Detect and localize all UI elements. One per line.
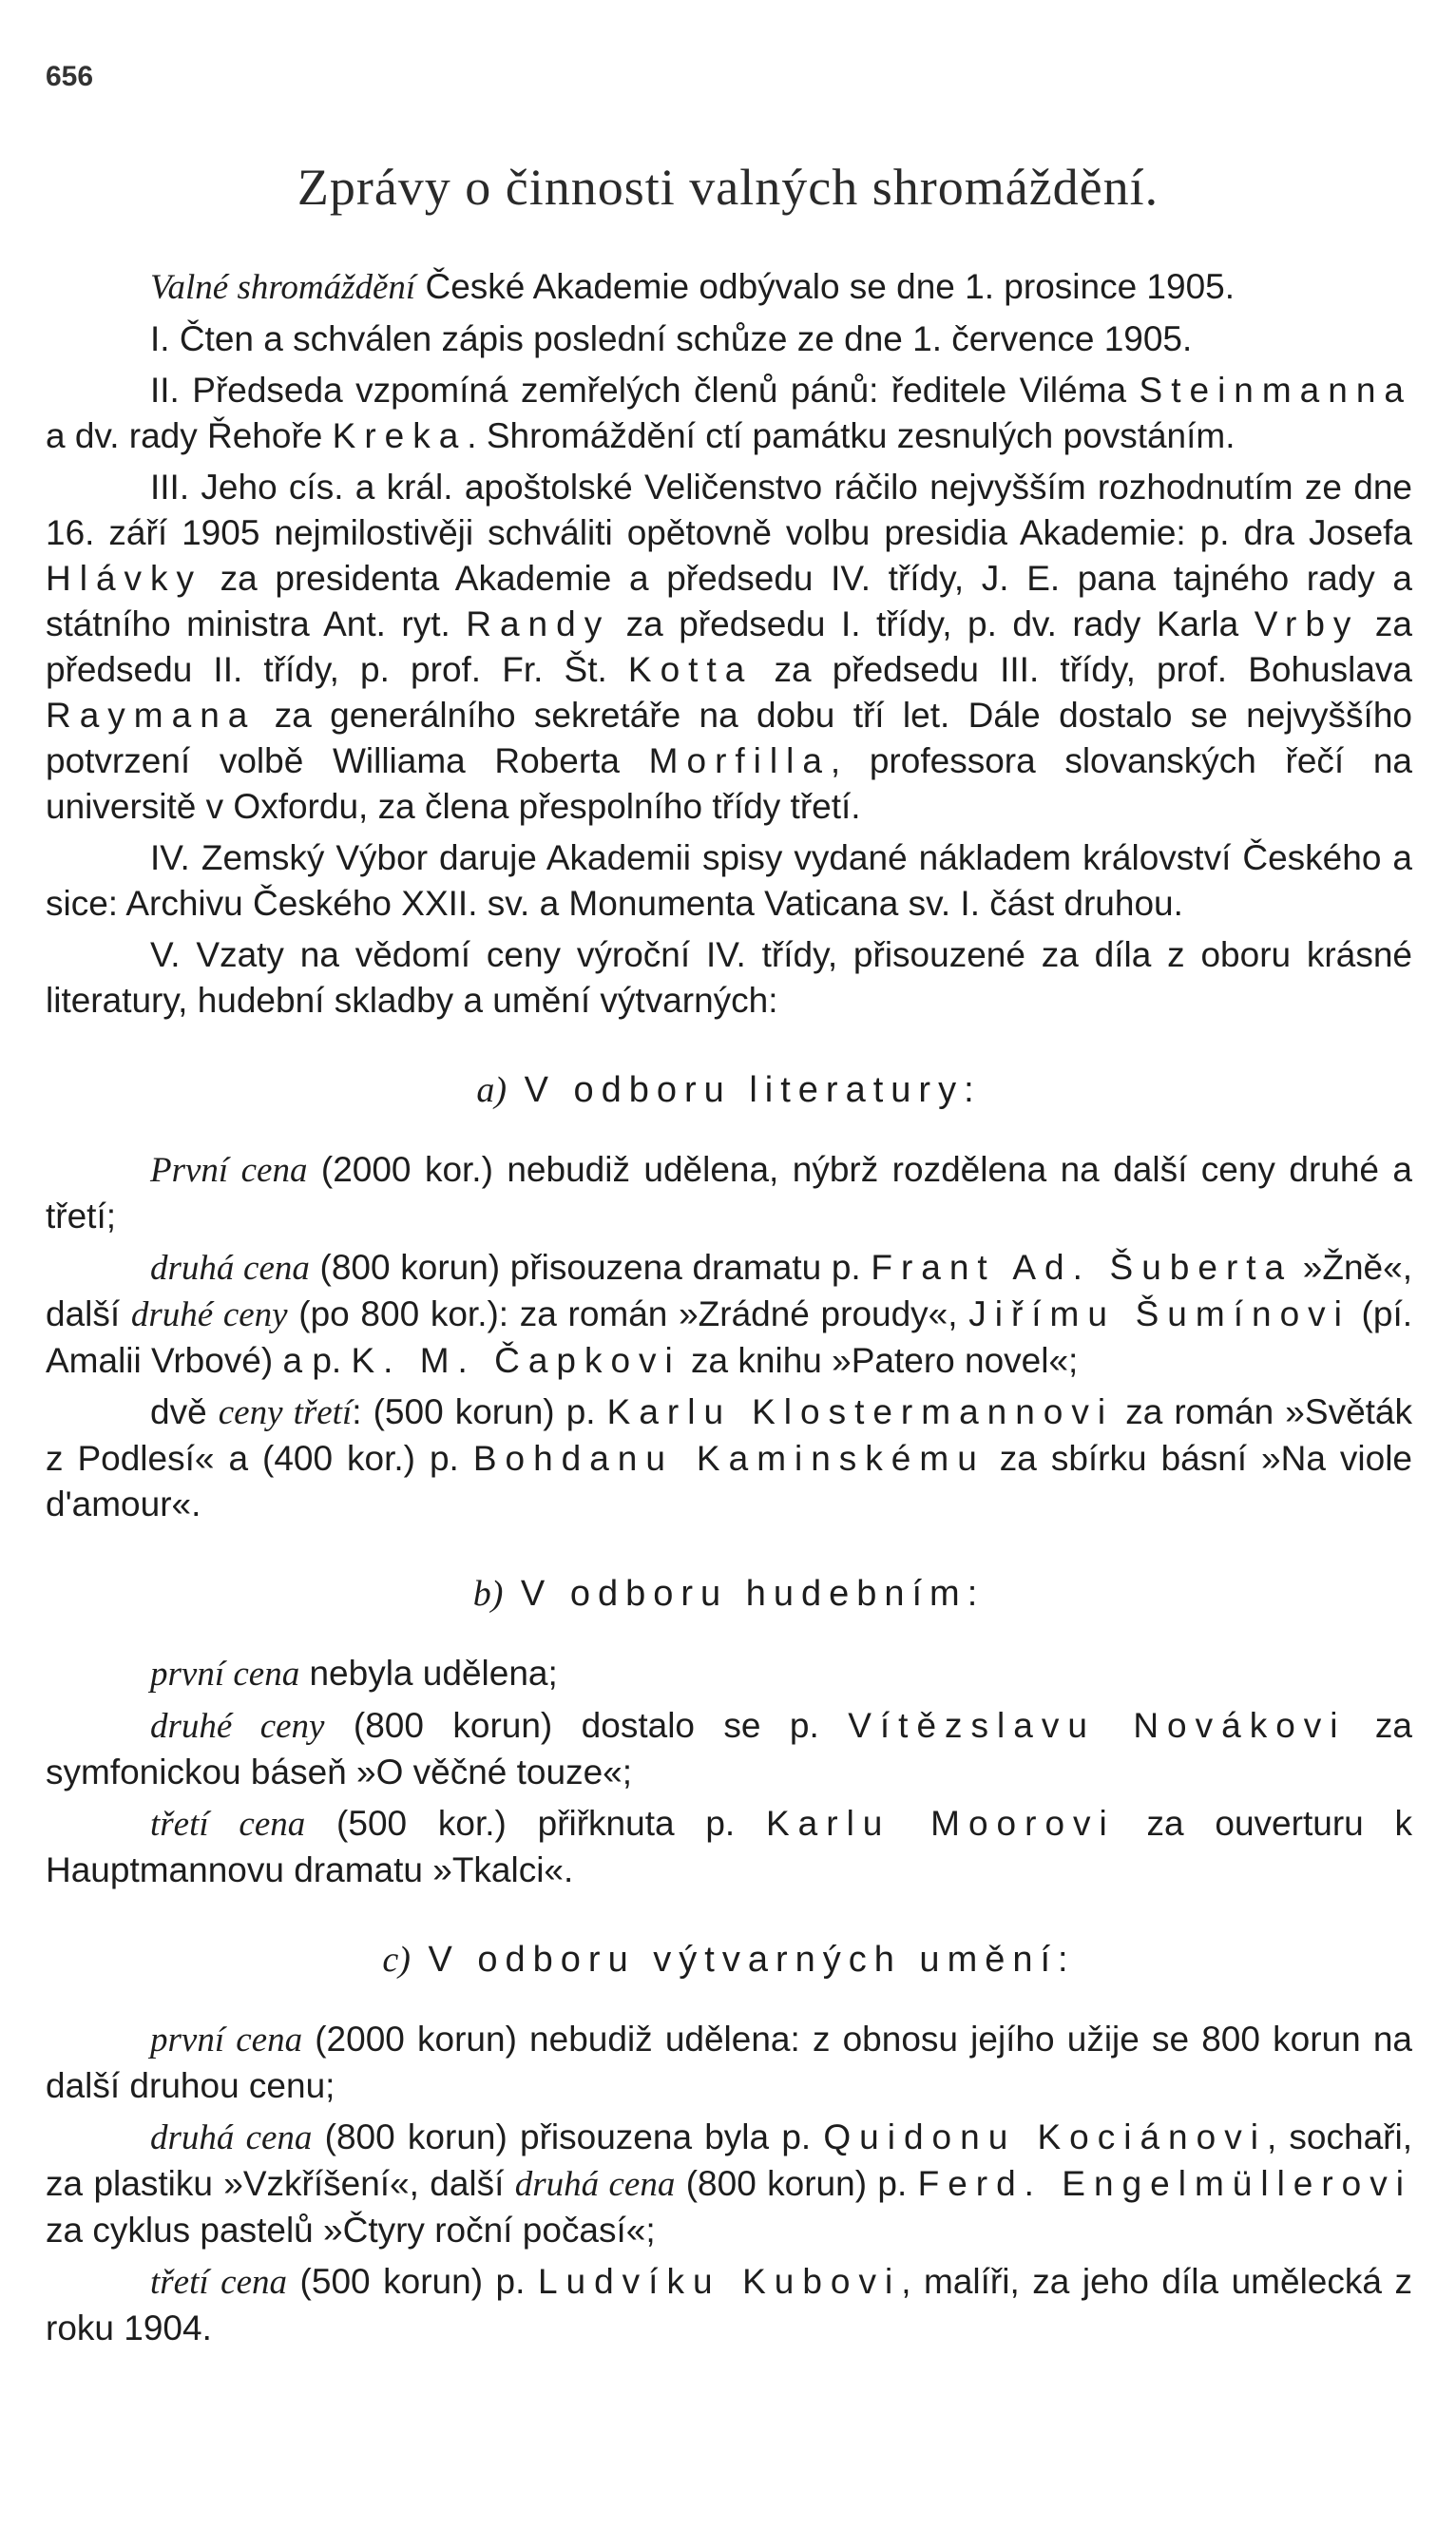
award-lead: první cena	[150, 1655, 300, 1694]
text-span: za sbírku básní »Na viole d'amour«.	[46, 1439, 1413, 1523]
text-span: (800 korun) přisouzena dramatu p.	[309, 1248, 872, 1287]
text-span: (500 korun) p.	[287, 2262, 538, 2301]
report-body	[46, 264, 1412, 2357]
section-mark: c)	[382, 1940, 411, 1980]
spaced-name: Morfilla	[648, 741, 831, 780]
text-span: za generálního sekretáře na dobu tří let. Dále dostalo se nejvyššího potvrzení volbě Williama Roberta	[46, 696, 1412, 780]
text-span: za presidenta Akademie a předsedu IV. třídy, J. E. pana tajného rady a státního ministra Ant. ryt.	[46, 559, 1412, 643]
spaced-name: Kreka	[332, 416, 468, 455]
spaced-name: Kotta	[627, 650, 754, 689]
section-heading-literature	[46, 1067, 1412, 1113]
item-5: V. Vzaty na vědomí ceny výroční IV. třídy, přisouzené za díla z oboru krásné literatury, hudební skladby a umění výtvarných:	[46, 935, 1412, 1020]
award-paragraph	[46, 1651, 1412, 1697]
page-number: 656	[46, 61, 94, 92]
section-heading-visual-arts	[46, 1937, 1412, 1983]
text-span: za předsedu II. třídy, p. prof. Fr. Št.	[46, 604, 1412, 689]
award-lead: druhá cena	[150, 1249, 310, 1288]
award-lead: třetí cena	[150, 1805, 306, 1844]
award-paragraph	[46, 2017, 1412, 2109]
award-paragraph	[46, 1147, 1412, 1239]
text-span: »Žně«, další	[46, 1248, 1412, 1333]
award-lead: První cena	[150, 1151, 308, 1190]
text-span: (800 korun) dostalo se p.	[324, 1706, 849, 1745]
award-lead: první cena	[150, 2021, 303, 2059]
award-paragraph	[46, 2259, 1412, 2351]
award-paragraph	[46, 1245, 1412, 1384]
spaced-name: Bohdanu Kaminskému	[472, 1439, 986, 1478]
text-span: za symfonickou báseň »O věčné touze«;	[46, 1706, 1412, 1791]
section-label: V odboru výtvarných umění:	[410, 1940, 1076, 1980]
item-3	[46, 465, 1412, 830]
text-span: III. Jeho cís. a král. apoštolské Veličenstvo ráčilo nejvyšším rozhodnutím ze dne 16. září 1905 nejmilostivěji schváliti opětovně volbu presidia Akademie: p. dra Josefa	[46, 468, 1412, 552]
text-span: dvě	[150, 1392, 219, 1431]
spaced-name: Quidonu Kociánovi	[823, 2117, 1267, 2156]
text-span: nebyla udělena;	[299, 1654, 558, 1693]
text-span: za předsedu III. třídy, prof. Bohuslava	[753, 650, 1412, 689]
award-paragraph	[46, 2115, 1412, 2253]
italic-span: druhé ceny	[130, 1295, 288, 1334]
section-label: V odboru hudebním:	[503, 1574, 986, 1614]
text-span: (2000 korun) nebudiž udělena: z obnosu jejího užije se 800 korun na další druhou cenu;	[46, 2020, 1412, 2105]
spaced-name: Vítězslavu Novákovi	[848, 1706, 1347, 1745]
text-span: za ouverturu k Hauptmannovu dramatu »Tkalci«.	[46, 1804, 1412, 1889]
award-paragraph	[46, 1703, 1412, 1795]
spaced-name: Karlu Klostermannovi	[606, 1392, 1115, 1431]
award-paragraph	[46, 1389, 1412, 1527]
text-span: , malíři, za jeho díla umělecká z roku 1904.	[46, 2262, 1412, 2347]
award-lead: druhá cena	[150, 2118, 313, 2157]
text-span: (po 800 kor.): za román »Zrádné proudy«,	[287, 1294, 969, 1333]
text-span: : (500 korun) p.	[352, 1392, 607, 1431]
text-span: . Shromáždění ctí památku zesnulých povstáním.	[467, 416, 1236, 455]
spaced-name: Steinmanna	[1139, 371, 1412, 410]
page-title: Zprávy o činnosti valných shromáždění.	[297, 159, 1159, 216]
section-mark: a)	[476, 1070, 508, 1110]
award-lead: třetí cena	[150, 2263, 288, 2302]
text-span: (2000 kor.) nebudiž udělena, nýbrž rozdělena na další ceny druhé a třetí;	[46, 1150, 1413, 1236]
spaced-name: Hlávky	[46, 559, 203, 598]
text-span: za román »Světák z Podlesí« a (400 kor.) p.	[46, 1392, 1413, 1478]
spaced-name: Ludvíku Kubovi	[537, 2262, 902, 2301]
text-span: , sochaři, za plastiku »Vzkříšení«, další	[46, 2117, 1412, 2203]
text-span: , professora slovanských řečí na universitě v Oxfordu, za člena přespolního třídy třetí.	[46, 741, 1412, 826]
spaced-name: Vrby	[1254, 604, 1360, 643]
italic-span: druhá cena	[514, 2165, 676, 2204]
spaced-name: Karlu Moorovi	[766, 1804, 1116, 1843]
item-1: I. Čten a schválen zápis poslední schůze ze dne 1. července 1905.	[150, 319, 1193, 358]
item-4: IV. Zemský Výbor daruje Akademii spisy vydané nákladem království Českého a sice: Archivu Českého XXII. sv. a Monumenta Vaticana sv. I. část druhou.	[46, 838, 1412, 923]
section-label: V odboru literatury:	[507, 1070, 982, 1110]
intro-paragraph	[46, 264, 1412, 311]
spaced-name: Jiřímu Šumínovi	[968, 1294, 1351, 1333]
spaced-name: K. M. Čapkovi	[351, 1341, 681, 1380]
intro-rest: České Akademie odbývalo se dne 1. prosince 1905.	[415, 267, 1236, 306]
spaced-name: Frant Ad. Šuberta	[871, 1248, 1293, 1287]
spaced-name: Ferd. Engelmüllerovi	[917, 2164, 1412, 2203]
intro-lead: Valné shromáždění	[150, 268, 416, 307]
text-span: (800 korun) přisouzena byla p.	[312, 2117, 824, 2156]
text-span: (800 korun) p.	[675, 2164, 918, 2203]
award-paragraph	[46, 1801, 1412, 1893]
section-mark: b)	[472, 1574, 504, 1614]
spaced-name: Randy	[466, 604, 611, 643]
text-span: za knihu »Patero novel«;	[680, 1341, 1079, 1380]
item-2	[46, 368, 1412, 459]
text-span: II. Předseda vzpomíná zemřelých členů pánů: ředitele Viléma	[150, 371, 1140, 410]
spaced-name: Raymana	[46, 696, 257, 735]
section-heading-music	[46, 1571, 1412, 1617]
text-span: (pí. Amalii Vrbové) a p.	[46, 1294, 1413, 1380]
text-span: (500 kor.) přiřknuta p.	[305, 1804, 766, 1843]
text-span: za předsedu I. třídy, p. dv. rady Karla	[610, 604, 1255, 643]
text-span: za cyklus pastelů »Čtyry roční počasí«;	[46, 2211, 656, 2250]
award-lead: druhé ceny	[150, 1707, 325, 1746]
italic-span: ceny třetí	[218, 1393, 353, 1432]
text-span: a dv. rady Řehoře	[46, 416, 333, 455]
